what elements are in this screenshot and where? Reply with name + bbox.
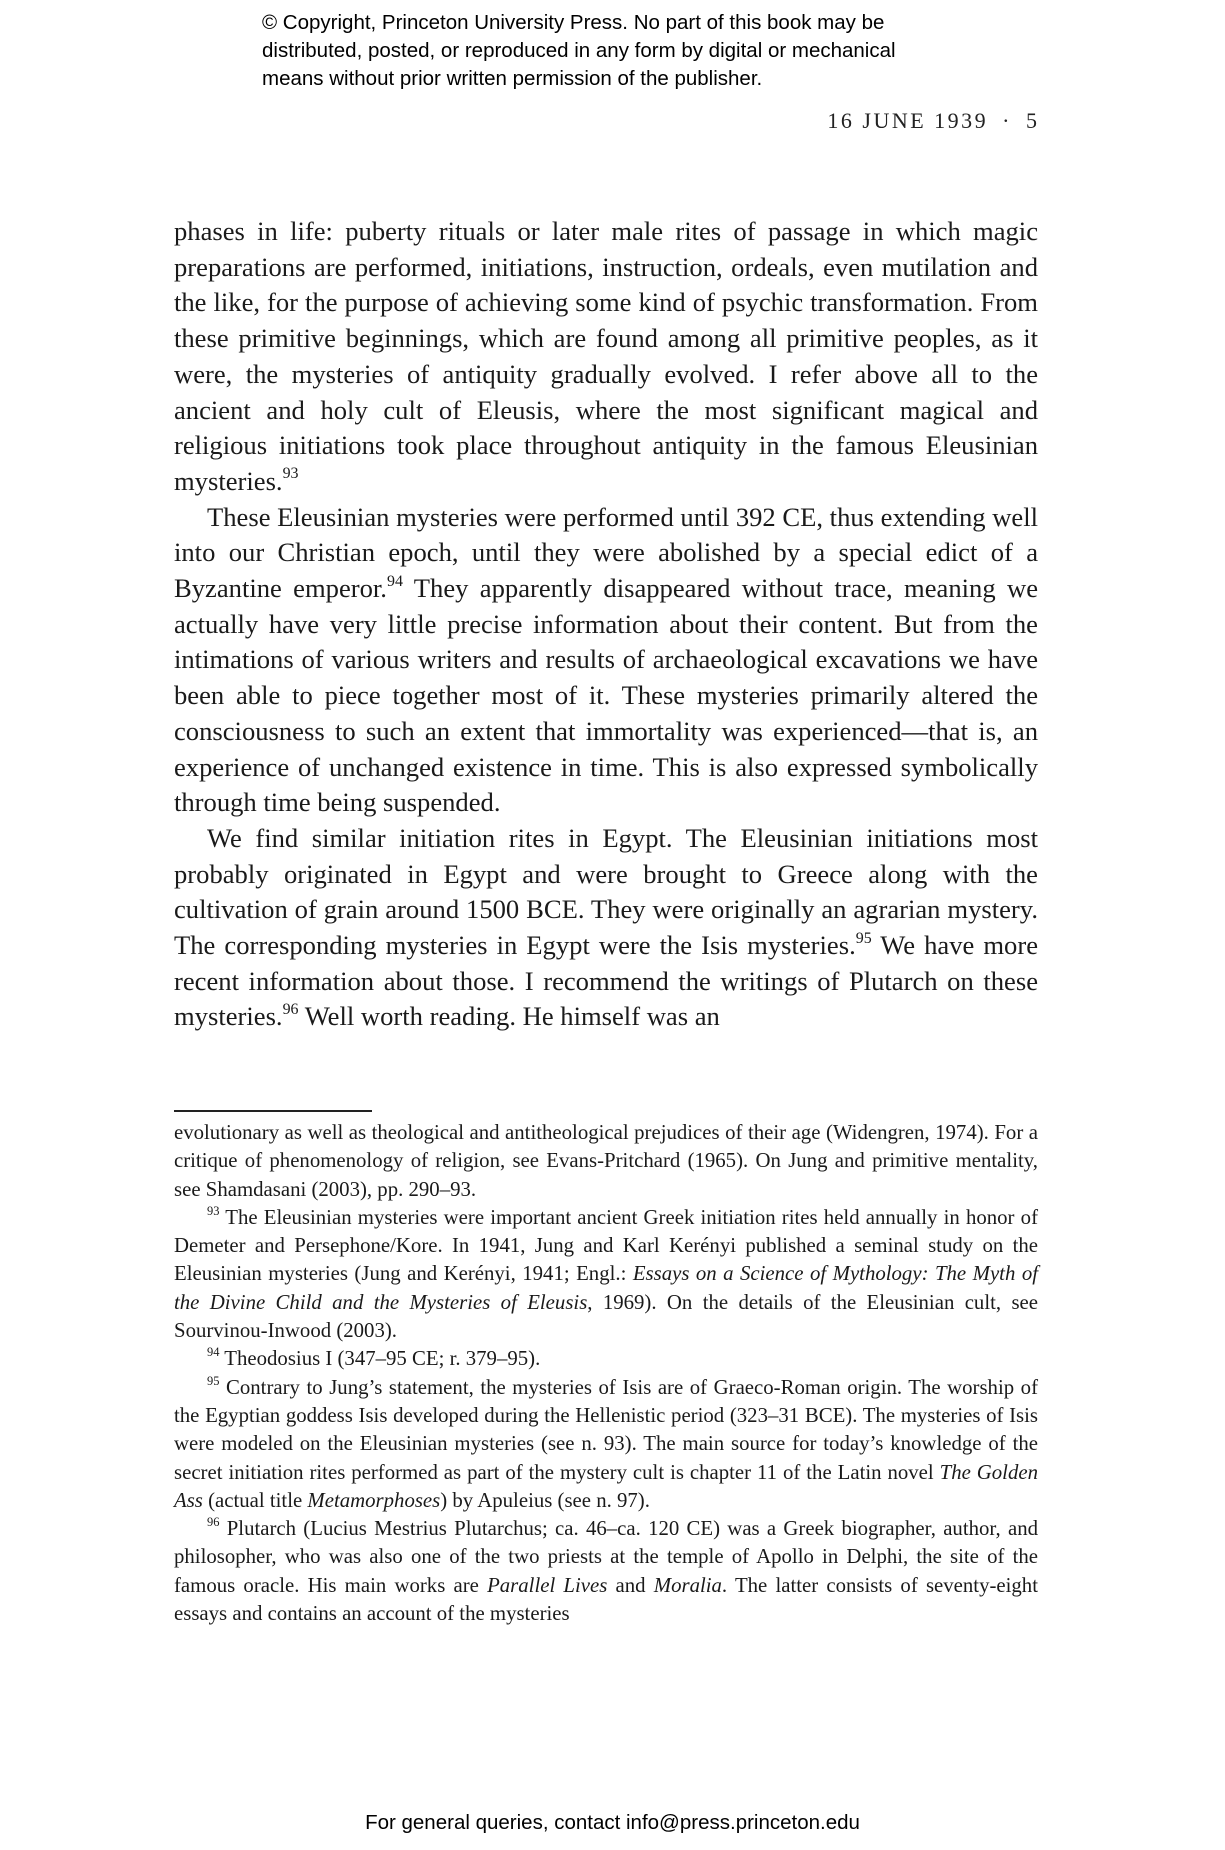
paragraph-2 [174, 500, 1038, 821]
footnote-96-text-c: . The latter consists of seventy-eight essays and contains an account of the mysteries [174, 1573, 1038, 1626]
footnote-number-96: 96 [207, 1515, 220, 1529]
footnote-number-93: 93 [207, 1203, 220, 1218]
paragraph-3-text-a: We find similar initiation rites in Egypt. The Eleusinian initiations most probably originated in Egypt and were brought to Greece along with the cultivation of grain around 1500 BCE. They were originally an agrarian mystery. The corresponding mysteries in Egypt were the Isis mysteries. [174, 822, 1038, 961]
footnote-number-95: 95 [207, 1373, 220, 1388]
copyright-line-3: means without prior written permission of the publisher. [262, 67, 763, 90]
paragraph-3-text-c: Well worth reading. He himself was an [298, 1001, 720, 1032]
running-head-separator: · [1002, 108, 1012, 133]
footnote-93-text-a: The Eleusinian mysteries were important ancient Greek initiation rites held annually in honor of Demeter and Persephone/Kore. In 1941, Jung and Karl Kerényi published a seminal study on the Eleusinian mysteries (Jung and Kerényi, 1941; Engl.: [174, 1205, 1038, 1286]
footnote-94 [174, 1345, 1038, 1373]
footnote-96-italic-title-2: Moralia [653, 1573, 722, 1597]
footnotes [174, 1119, 1038, 1628]
footnote-ref-95[interactable]: 95 [855, 929, 872, 947]
main-text [174, 214, 1038, 1035]
paragraph-1 [174, 214, 1038, 500]
paragraph-1-text: phases in life: puberty rituals or later male rites of passage in which magic preparations are performed, initiations, instruction, ordeals, even mutilation and the like, for the purpose of achieving some kind of psychic transformation. From these primitive beginnings, which are found among all primitive peoples, as it were, the mysteries of antiquity gradually evolved. I refer above all to the ancient and holy cult of Eleusis, where the most significant magical and religious initiations took place throughout antiquity in the famous Eleusinian mysteries. [174, 216, 1038, 496]
footnote-96 [174, 1515, 1038, 1628]
footnote-divider [174, 1110, 372, 1112]
running-head-date: 16 JUNE 1939 [827, 108, 989, 133]
footnote-continued: evolutionary as well as theological and antitheological prejudices of their age (Widengren, 1974). For a critique of phenomenology of religion, see Evans-Pritchard (1965). On Jung and primitive mentality, see Shamdasani (2003), pp. 290–93. [174, 1121, 1038, 1201]
footnote-95-italic-title-1: The Golden Ass [174, 1460, 1038, 1512]
footnote-96-text-b: and [607, 1573, 654, 1597]
footnote-93-italic-title: Essays on a Science of Mythology: The Myth of the Divine Child and the Mysteries of Eleusis [174, 1262, 1038, 1314]
paragraph-3 [174, 821, 1038, 1035]
footnote-95-text-a: Contrary to Jung’s statement, the mysteries of Isis are of Graeco-Roman origin. The worship of the Egyptian goddess Isis developed during the Hellenistic period (323–31 BCE). The mysteries of Isis were modeled on the Eleusinian mysteries (see n. 93). The main source for today’s knowledge of the secret initiation rites performed as part of the mystery cult is chapter 11 of the Latin novel [174, 1375, 1038, 1484]
page-number: 5 [1026, 108, 1037, 133]
footnote-ref-96[interactable]: 96 [282, 1001, 299, 1019]
footnote-ref-93[interactable]: 93 [282, 465, 299, 483]
footnote-ref-94[interactable]: 94 [386, 572, 403, 590]
footnote-95-text-c: ) by Apuleius (see n. 97). [440, 1488, 650, 1512]
copyright-line-2: distributed, posted, or reproduced in any form by digital or mechanical [262, 39, 896, 62]
running-head [827, 108, 1037, 134]
paragraph-2-text-b: They apparently disappeared without trace, meaning we actually have very little precise information about their content. But from the intimations of various writers and results of archaeological excavations we have been able to piece together most of it. These mysteries primarily altered the consciousness to such an extent that immortality was experienced—that is, an experience of unchanged existence in time. This is also expressed symbolically through time being suspended. [174, 573, 1038, 818]
footnote-96-italic-title-1: Parallel Lives [487, 1573, 608, 1597]
paragraph-2-text-a: These Eleusinian mysteries were performed until 392 CE, thus extending well into our Christian epoch, until they were abolished by a special edict of a Byzantine emperor. [174, 501, 1038, 604]
copyright-line-1: © Copyright, Princeton University Press. No part of this book may be [262, 11, 885, 34]
copyright-notice [262, 9, 1022, 93]
footnote-95-italic-title-2: Metamorphoses [307, 1488, 441, 1512]
paragraph-3-text-b: We have more recent information about those. I recommend the writings of Plutarch on these mysteries. [174, 930, 1038, 1032]
footnote-94-text: Theodosius I (347–95 CE; r. 379–95). [219, 1347, 541, 1371]
footnote-93 [174, 1204, 1038, 1345]
footnote-96-text-a: Plutarch (Lucius Mestrius Plutarchus; ca. 46–ca. 120 CE) was a Greek biographer, author, and philosopher, who was also one of the two priests at the temple of Apollo in Delphi, the site of the famous oracle. His main works are [174, 1517, 1038, 1597]
footnote-number-94: 94 [207, 1345, 220, 1360]
footnote-95 [174, 1374, 1038, 1515]
contact-footer: For general queries, contact info@press.princeton.edu [365, 1811, 860, 1834]
footnote-93-text-b: , 1969). On the details of the Eleusinian cult, see Sourvinou-Inwood (2003). [174, 1290, 1038, 1343]
footnote-95-text-b: (actual title [202, 1488, 308, 1512]
